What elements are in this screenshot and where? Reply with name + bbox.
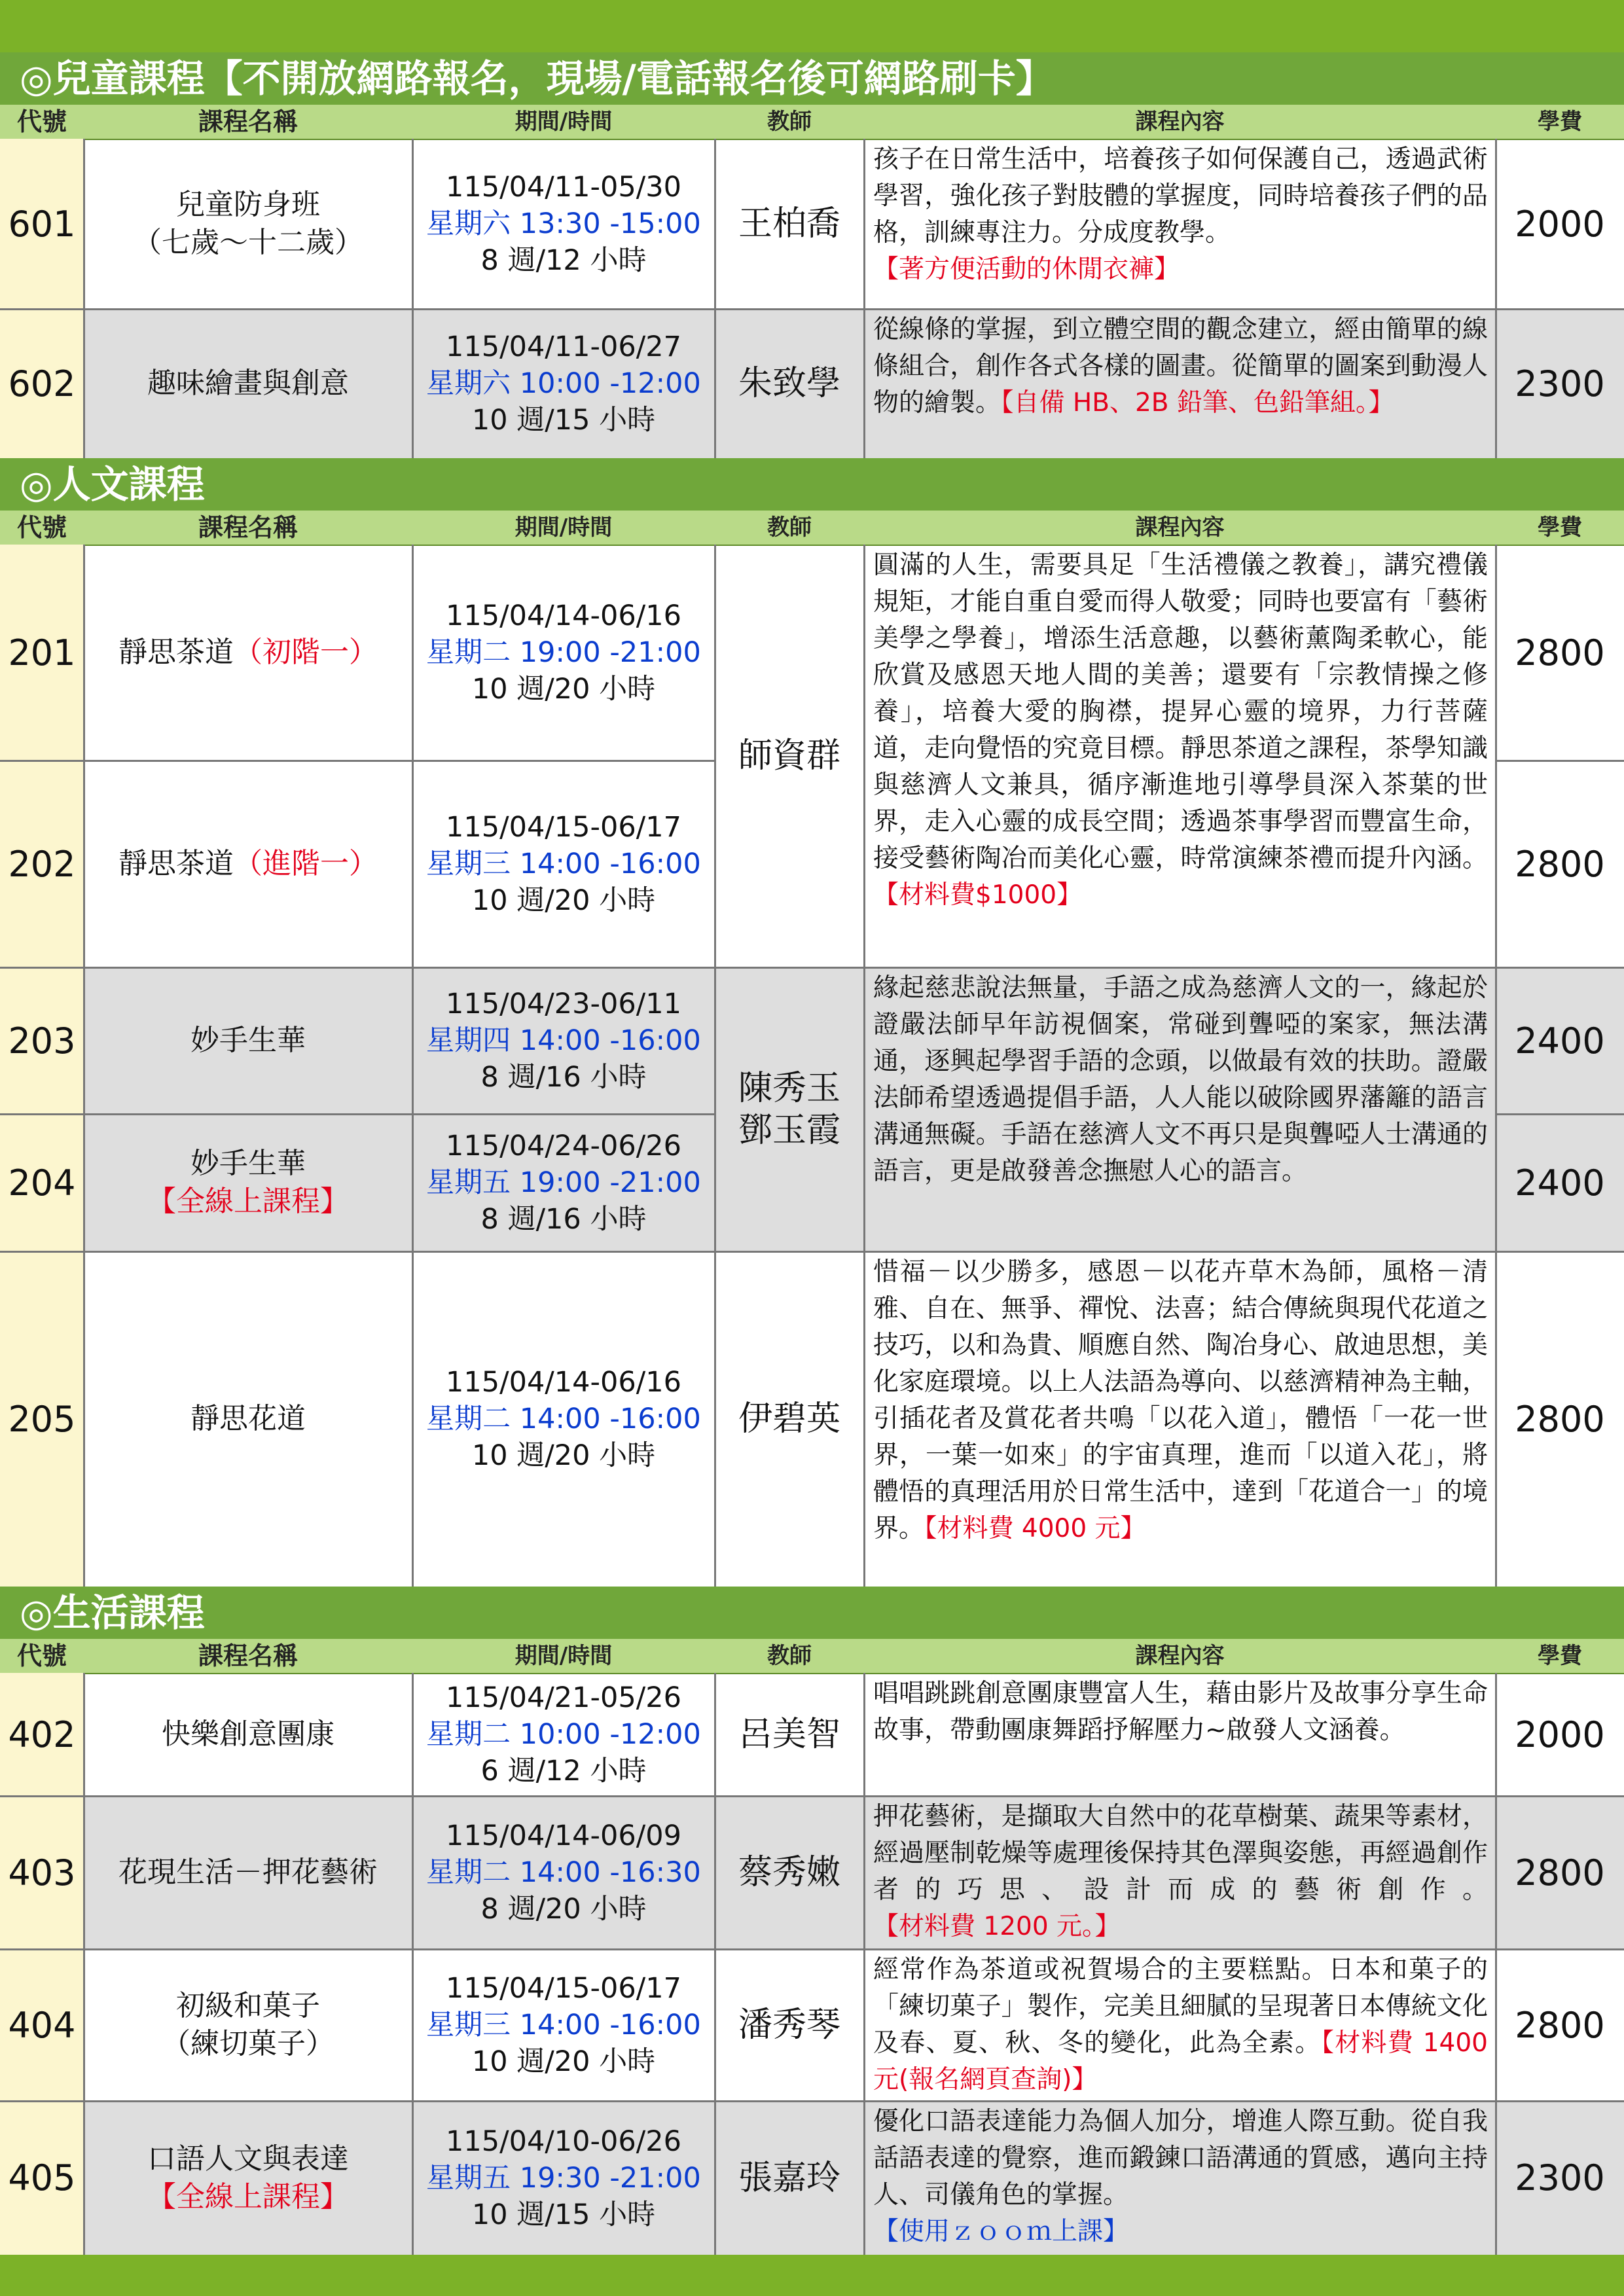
course-name: 靜思花道: [190, 1402, 306, 1435]
header-fee: 學費: [1538, 1643, 1582, 1669]
header-teacher: 教師: [767, 514, 812, 541]
table-header: [0, 511, 1624, 546]
course-code: 205: [8, 1398, 76, 1440]
course-fee: 2400: [1515, 1020, 1605, 1062]
course-period: 115/04/24-06/26 星期五 19:00 -21:00 8 週/16 小時: [426, 1130, 701, 1236]
header-content: 課程內容: [1135, 1643, 1225, 1669]
course-period: 115/04/11-05/30 星期六 13:30 -15:00 8 週/12 小時: [426, 171, 701, 277]
header-code: 代號: [16, 107, 67, 136]
course-fee: 2800: [1515, 1852, 1605, 1893]
course-code: 201: [8, 632, 76, 673]
course-teacher: 呂美智: [738, 1715, 840, 1754]
course-teacher: 伊碧英: [738, 1399, 840, 1439]
course-name: 妙手生華: [190, 1024, 306, 1057]
course-fee: 2000: [1515, 203, 1605, 245]
course-content: 惜福－以少勝多，感恩－以花卉草木為師，風格－清雅、自在、無爭、禪悅、法喜；結合傳統與現代花道之技巧，以和為貴、順應自然、陶冶身心、啟迪思想，美化家庭環境。以上人法語為導向、以慈濟精神為主軸，引插花者及賞花者共鳴「以花入道」，體悟「一花一世界，一葉一如來」的宇宙真理，進而「以道入花」，將體悟的真理活用於日常生活中，達到「花道合一」的境界。【材料費 4000 元】: [873, 1257, 1488, 1543]
course-teacher: 蔡秀嫩: [738, 1853, 840, 1892]
course-period: 115/04/10-06/26 星期五 19:30 -21:00 10 週/15 小時: [426, 2125, 701, 2231]
course-content: 從線條的掌握，到立體空間的觀念建立，經由簡單的線條組合，創作各式各樣的圖畫。從簡單的圖案到動漫人物的繪製。【自備 HB、2B 鉛筆、色鉛筆組。】: [873, 315, 1488, 418]
course-teacher: 張嘉玲: [738, 2158, 840, 2198]
course-name: 靜思茶道 （進階一）: [118, 847, 378, 880]
course-name: 兒童防身班 （七歲～十二歲）: [133, 188, 363, 259]
course-fee: 2300: [1515, 2157, 1605, 2198]
course-fee: 2800: [1515, 1398, 1605, 1440]
section-title-life: ◎生活課程: [0, 1587, 1624, 1639]
course-name: 口語人文與表達 【全線上課程】: [147, 2142, 349, 2214]
course-code: 601: [8, 203, 76, 245]
header-period: 期間/時間: [514, 109, 613, 135]
course-name: 妙手生華 【全線上課程】: [147, 1147, 349, 1218]
course-name: 快樂創意團康: [162, 1717, 334, 1751]
course-content: 緣起慈悲說法無量，手語之成為慈濟人文的一，緣起於證嚴法師早年訪視個案，常碰到聾啞的案家，無法溝通，逐興起學習手語的念頭，以做最有效的扶助。證嚴法師希望透過提倡手語，人人能以破除國界藩籬的語言溝通無礙。手語在慈濟人文不再只是與聾啞人士溝通的語言，更是啟發善念撫慰人心的語言。: [873, 973, 1488, 1186]
course-period: 115/04/14-06/16 星期二 14:00 -16:00 10 週/20 小時: [426, 1366, 701, 1472]
course-name: 花現生活－押花藝術: [118, 1856, 378, 1889]
course-content: 圓滿的人生，需要具足「生活禮儀之教養」，講究禮儀規矩，才能自重自愛而得人敬愛；同時也要富有「藝術美學之學養」，增添生活意趣，以藝術薰陶柔軟心，能欣賞及感恩天地人間的美善；還要有「宗教情操之修養」，培養大愛的胸襟，提昇心靈的境界，力行菩薩道，走向覺悟的究竟目標。靜思茶道之課程，茶學知識與慈濟人文兼具，循序漸進地引導學員深入茶葉的世界，走入心靈的成長空間；透過茶事學習而豐富生命，接受藝術陶冶而美化心靈，時常演練茶禮而提升內涵。【材料費$1000】: [873, 550, 1488, 910]
header-fee: 學費: [1538, 109, 1582, 135]
course-period: 115/04/11-06/27 星期六 10:00 -12:00 10 週/15 小時: [426, 331, 701, 437]
course-code: 404: [8, 2004, 76, 2046]
course-fee: 2800: [1515, 2004, 1605, 2046]
header-content: 課程內容: [1135, 514, 1225, 541]
course-teacher: 師資群: [738, 736, 840, 776]
course-fee: 2400: [1515, 1162, 1605, 1204]
header-code: 代號: [16, 513, 67, 542]
course-code: 402: [8, 1713, 76, 1755]
course-period: 115/04/15-06/17 星期三 14:00 -16:00 10 週/20 小時: [426, 1972, 701, 2078]
header-period: 期間/時間: [514, 514, 613, 541]
course-teacher: 潘秀琴: [738, 2005, 840, 2045]
course-code: 405: [8, 2157, 76, 2198]
table-header: [0, 1639, 1624, 1674]
header-name: 課程名稱: [198, 513, 298, 542]
section-title-children: ◎兒童課程【不開放網路報名，現場/電話報名後可網路刷卡】: [0, 52, 1624, 105]
course-period: 115/04/15-06/17 星期三 14:00 -16:00 10 週/20 小時: [426, 811, 701, 917]
course-fee: 2800: [1515, 632, 1605, 673]
course-name: 靜思茶道 （初階一）: [118, 636, 378, 669]
course-code: 204: [8, 1162, 76, 1204]
course-period: 115/04/14-06/16 星期二 19:00 -21:00 10 週/20 小時: [426, 600, 701, 706]
course-content: 孩子在日常生活中，培養孩子如何保護自己，透過武術學習，強化孩子對肢體的掌握度，同時培養孩子們的品格，訓練專注力。分成度教學。 【著方便活動的休閒衣褲】: [873, 145, 1488, 284]
course-name: 初級和菓子 （練切菓子）: [162, 1989, 334, 2060]
course-code: 403: [8, 1852, 76, 1893]
header-fee: 學費: [1538, 514, 1582, 541]
course-code: 202: [8, 843, 76, 885]
course-fee: 2800: [1515, 843, 1605, 885]
course-content: 押花藝術，是擷取大自然中的花草樹葉、蔬果等素材，經過壓制乾燥等處理後保持其色澤與姿態，再經過創作者的巧思、設計而成的藝術創作。【材料費 1200 元。】: [873, 1802, 1488, 1941]
course-teacher: 朱致學: [738, 364, 840, 403]
course-content: 唱唱跳跳創意團康豐富人生，藉由影片及故事分享生命故事，帶動團康舞蹈抒解壓力~啟發人文涵養。: [873, 1679, 1488, 1745]
course-content: 經常作為茶道或祝賀場合的主要糕點。日本和菓子的「練切菓子」製作，完美且細膩的呈現著日本傳統文化及春、夏、秋、冬的變化，此為全素。【材料費 1400 元(報名網頁查詢)】: [873, 1955, 1488, 2094]
course-period: 115/04/14-06/09 星期二 14:00 -16:30 8 週/20 小時: [426, 1820, 701, 1926]
course-code: 602: [8, 363, 76, 404]
header-name: 課程名稱: [198, 107, 298, 136]
header-content: 課程內容: [1135, 109, 1225, 135]
course-code: 203: [8, 1020, 76, 1062]
course-fee: 2000: [1515, 1713, 1605, 1755]
header-name: 課程名稱: [198, 1641, 298, 1670]
course-teacher: 王柏喬: [738, 204, 840, 243]
course-fee: 2300: [1515, 363, 1605, 404]
course-period: 115/04/21-05/26 星期二 10:00 -12:00 6 週/12 小時: [426, 1681, 701, 1787]
table-header: [0, 105, 1624, 140]
bottom-banner: [0, 2255, 1624, 2296]
header-teacher: 教師: [767, 109, 812, 135]
course-period: 115/04/23-06/11 星期四 14:00 -16:00 8 週/16 小時: [426, 988, 701, 1094]
header-teacher: 教師: [767, 1643, 812, 1669]
course-content: 優化口語表達能力為個人加分，增進人際互動。從自我話語表達的覺察，進而鍛鍊口語溝通的質感，邁向主持人、司儀角色的掌握。 【使用ｚｏｏｍ上課】: [873, 2107, 1488, 2246]
section-title-humanities: ◎人文課程: [0, 458, 1624, 511]
header-period: 期間/時間: [514, 1643, 613, 1669]
header-code: 代號: [16, 1641, 67, 1670]
top-banner: [0, 0, 1624, 52]
course-name: 趣味繪畫與創意: [147, 367, 349, 400]
course-teacher: 陳秀玉 鄧玉霞: [738, 1069, 840, 1150]
